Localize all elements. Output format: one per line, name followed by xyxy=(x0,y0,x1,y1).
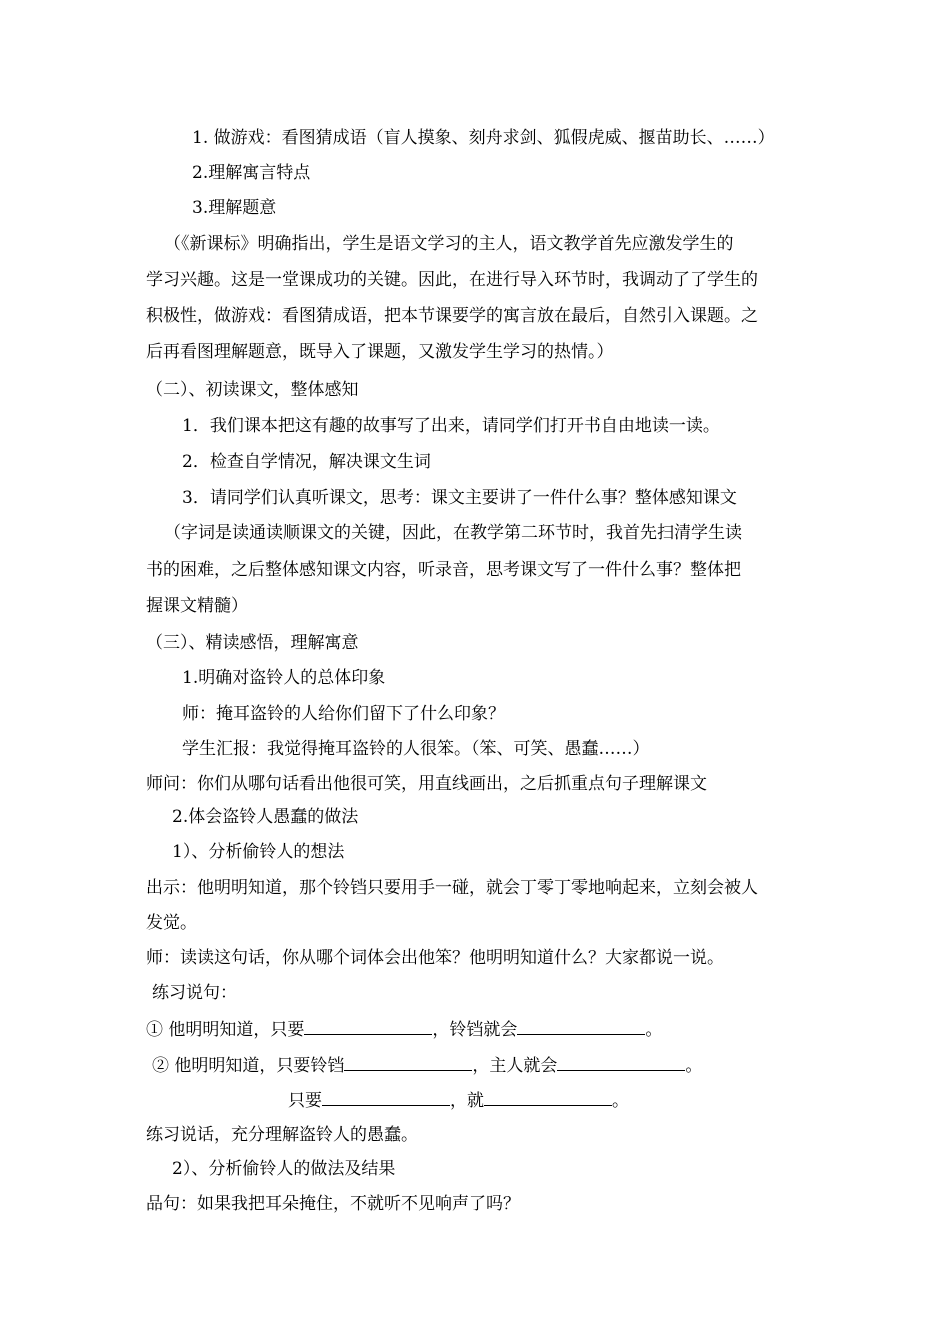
exercise-text: ，主人就会 xyxy=(472,1056,558,1076)
text-line: 1）、分析偷铃人的想法 xyxy=(172,842,345,862)
text-line: 3.理解题意 xyxy=(192,198,277,218)
fill-blank[interactable] xyxy=(517,1016,645,1035)
text-line: （《新课标》明确指出，学生是语文学习的主人，语文教学首先应激发学生的 xyxy=(164,234,734,254)
text-line: 发觉。 xyxy=(146,913,197,933)
text-line: 2．检查自学情况，解决课文生词 xyxy=(182,452,431,472)
text-line: 练习说句： xyxy=(152,983,237,1003)
exercise-text: ，就 xyxy=(450,1091,484,1111)
fill-blank[interactable] xyxy=(557,1052,685,1071)
fill-blank[interactable] xyxy=(344,1052,472,1071)
fill-blank[interactable] xyxy=(484,1087,612,1106)
text-line: 3．请同学们认真听课文，思考：课文主要讲了一件什么事？整体感知课文 xyxy=(182,488,737,508)
exercise-text: ② 他明明知道，只要铃铛 xyxy=(152,1056,345,1076)
section-heading: （二）、初读课文，整体感知 xyxy=(146,380,359,400)
text-line: 书的困难，之后整体感知课文内容，听录音，思考课文写了一件什么事？整体把 xyxy=(146,560,741,580)
text-line: 1．我们课本把这有趣的故事写了出来，请同学们打开书自由地读一读。 xyxy=(182,416,720,436)
exercise-text: 只要 xyxy=(288,1091,322,1111)
exercise-text: 。 xyxy=(645,1020,663,1040)
text-line: 2.体会盗铃人愚蠢的做法 xyxy=(172,807,359,827)
text-line: 握课文精髓） xyxy=(146,596,248,616)
exercise-text: 。 xyxy=(685,1056,703,1076)
text-line: （字词是读通读顺课文的关键，因此，在教学第二环节时，我首先扫清学生读 xyxy=(164,523,742,543)
text-line: 练习说话，充分理解盗铃人的愚蠢。 xyxy=(146,1125,418,1145)
exercise-text: 。 xyxy=(612,1091,629,1111)
text-line: 2）、分析偷铃人的做法及结果 xyxy=(172,1159,396,1179)
text-line: 师：读读这句话，你从哪个词体会出他笨？他明明知道什么？大家都说一说。 xyxy=(146,948,724,968)
exercise-line-1 xyxy=(146,1016,662,1042)
exercise-line-2 xyxy=(152,1052,702,1078)
fill-blank[interactable] xyxy=(304,1016,432,1035)
text-line: 后再看图理解题意，既导入了课题，又激发学生学习的热情。） xyxy=(146,342,614,362)
text-line: 学生汇报：我觉得掩耳盗铃的人很笨。（笨、可笑、愚蠢……） xyxy=(182,739,650,759)
exercise-text: ① 他明明知道，只要 xyxy=(146,1020,305,1040)
exercise-line-3 xyxy=(288,1087,629,1113)
text-line: 积极性，做游戏：看图猜成语，把本节课要学的寓言放在最后，自然引入课题。之 xyxy=(146,306,758,326)
text-line: 2.理解寓言特点 xyxy=(192,163,311,183)
fill-blank[interactable] xyxy=(322,1087,450,1106)
text-line: 1. 做游戏：看图猜成语（盲人摸象、刻舟求剑、狐假虎威、揠苗助长、……） xyxy=(192,128,775,148)
text-line: 学习兴趣。这是一堂课成功的关键。因此，在进行导入环节时，我调动了了学生的 xyxy=(146,270,758,290)
text-line: 1.明确对盗铃人的总体印象 xyxy=(182,668,386,688)
text-line: 出示：他明明知道，那个铃铛只要用手一碰，就会丁零丁零地响起来，立刻会被人 xyxy=(146,878,758,898)
text-line: 师：掩耳盗铃的人给你们留下了什么印象？ xyxy=(182,704,505,724)
section-heading: （三）、精读感悟，理解寓意 xyxy=(146,633,359,653)
text-line: 品句：如果我把耳朵掩住，不就听不见响声了吗？ xyxy=(146,1194,520,1214)
exercise-text: ，铃铛就会 xyxy=(432,1020,518,1040)
text-line: 师问：你们从哪句话看出他很可笑，用直线画出，之后抓重点句子理解课文 xyxy=(146,774,707,794)
